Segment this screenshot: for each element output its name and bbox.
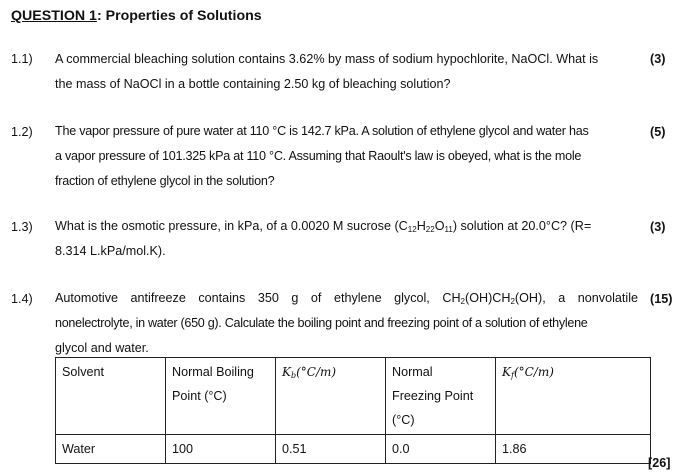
question-text-1-1 [55,47,638,97]
header-boiling-point: Normal Boiling Point (°C) [166,358,276,435]
cell-boiling-point: 100 [166,435,276,464]
header-kf: $K_f(^\circ C/m)$ [496,358,651,435]
question-text-1-3 [55,214,638,264]
header-freezing-point: Normal Freezing Point (°C) [386,358,496,435]
question-line: What is the osmotic pressure, in kPa, of a 0.0020 M sucrose $(C_{12}H_{22}O_{11})$ solution at 20.0°C? (R= [55,219,592,234]
table-header-row [56,358,651,435]
cell-solvent: Water [56,435,166,464]
question-text-1-2 [55,119,638,194]
question-line: nonelectrolyte, in water (650 g). Calculate the boiling point and freezing point of a solution of ethylene [55,316,588,330]
question-line: fraction of ethylene glycol in the solution? [55,174,275,188]
cell-kf: 1.86 [496,435,651,464]
properties-table [55,357,651,464]
question-label: QUESTION 1 [11,8,97,24]
marks-1-4: (15) [650,292,673,306]
header-kb: $K_b(^\circ C/m)$ [276,358,386,435]
marks-1-2: (5) [650,125,666,139]
question-line: A commercial bleaching solution contains 3.62% by mass of sodium hypochlorite, NaOCl. What is [55,52,599,66]
marks-1-1: (3) [650,52,666,66]
question-line: a vapor pressure of 101.325 kPa at 110 °C. Assuming that Raoult's law is obeyed, what is the mole [55,149,582,163]
question-line: glycol and water. [55,341,149,355]
question-line: The vapor pressure of pure water at 110 °C is 142.7 kPa. A solution of ethylene glycol and water has [55,124,589,138]
marks-1-3: (3) [650,220,666,234]
question-number-1-4: 1.4) [11,292,33,306]
cell-freezing-point: 0.0 [386,435,496,464]
total-marks: [26] [648,456,671,470]
question-number-1-2: 1.2) [11,125,33,139]
page-title [11,8,262,24]
question-line: Automotive antifreeze contains 350 g of ethylene glycol, $CH_2(OH)CH_2(OH)$, a nonvolatile [55,291,638,306]
question-number-1-3: 1.3) [11,220,33,234]
question-line: the mass of NaOCl in a bottle containing 2.50 kg of bleaching solution? [55,77,451,91]
question-text-1-4 [55,286,638,361]
cell-kb: 0.51 [276,435,386,464]
header-solvent: Solvent [56,358,166,435]
question-title: : Properties of Solutions [96,8,262,24]
question-line: 8.314 L.kPa/mol.K). [55,244,166,258]
question-number-1-1: 1.1) [11,52,33,66]
table-row [56,435,651,464]
